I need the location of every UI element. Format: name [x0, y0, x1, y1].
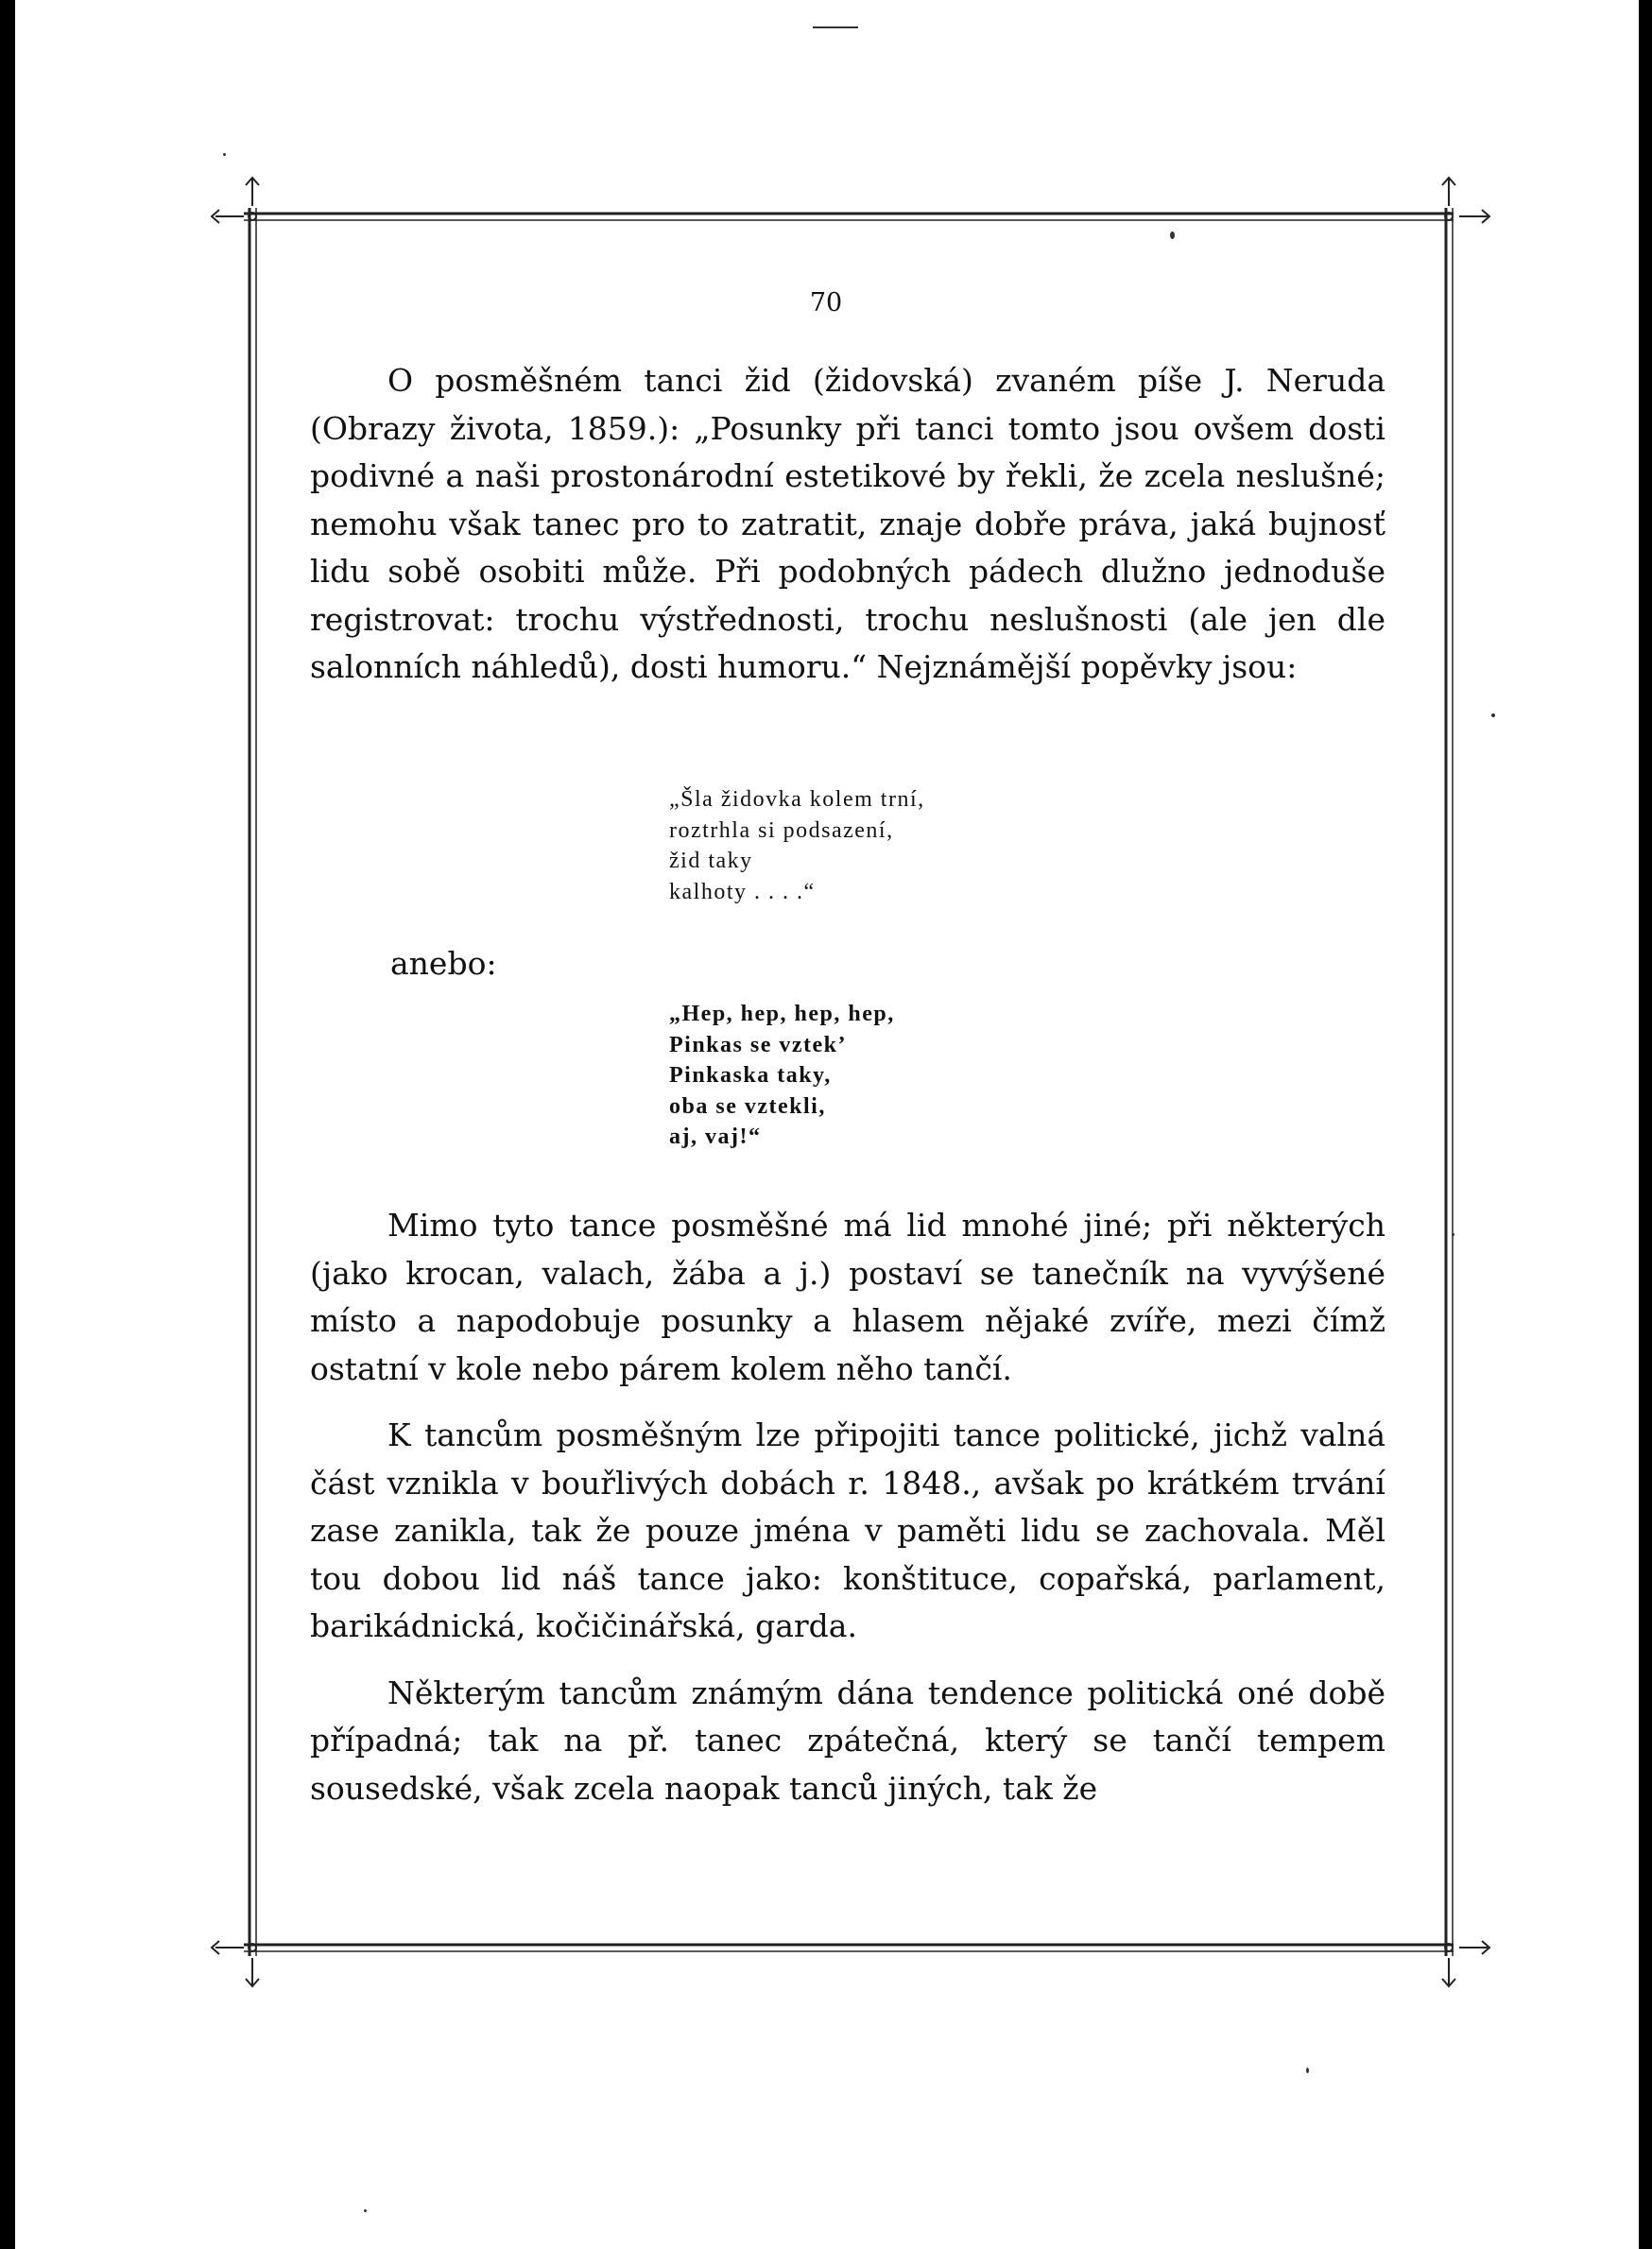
- verse-line: Pinkaska taky,: [669, 1063, 832, 1088]
- body-text-continued: [310, 1202, 1385, 1812]
- corner-ornament-bottom-left: [212, 1941, 259, 1986]
- verse-line: „Šla židovka kolem trní,: [669, 787, 925, 812]
- paragraph-mocking-dances: Mimo tyto tance posměšné má lid mnohé jiné; při některých (jako krocan, valach, žába a j.) postaví se tanečník na vyvýšené místo a napodobuje posunky a hlasem nějaké zvíře, mezi čímž ostatní v kole nebo párem kolem něho tančí.: [310, 1207, 1385, 1387]
- paragraph-zid-dance: O posměšném tanci žid (židovská) zvaném píše J. Neruda (Obrazy života, 1859.): „Posunky při tanci tomto jsou ovšem dosti podivné a naši prostonárodní estetikové by řekli, že zcela neslušné; nemohu však tanec pro to zatratit, znaje dobře práva, jaká bujnosť lidu sobě osobiti může. Při podobných pádech dlužno jednoduše registrovat: trochu výstřednosti, trochu neslušnosti (ale jen dle salonních náhledů), dosti humoru.“ Nejznámější popěvky jsou:: [310, 362, 1385, 685]
- body-text: [310, 357, 1385, 692]
- verse-line: žid taky: [669, 849, 753, 873]
- verse-line: roztrhla si podsazení,: [669, 817, 894, 843]
- anebo-label: anebo:: [390, 945, 497, 982]
- verse-line: Pinkas se vztek’: [669, 1032, 847, 1057]
- paragraph-political-dances: K tancům posměšným lze připojiti tance politické, jichž valná část vznikla v bouřlivých dobách r. 1848., avšak po krátkém trvání zase zanikla, tak že pouze jména v paměti lidu se zachovala. Měl tou dobou lid náš tance jako: konštituce, copařská, parlament, barikádnická, kočičinářská, garda.: [310, 1416, 1385, 1644]
- verse-line: aj, vaj!“: [669, 1124, 762, 1149]
- corner-ornament-top-left: [212, 178, 259, 223]
- paragraph-political-tendency: Některým tancům známým dána tendence politická oné době případná; tak na př. tanec zpátečná, který se tančí tempem sousedské, však zcela naopak tanců jiných, tak že: [310, 1674, 1385, 1807]
- verse-zidovka: [669, 784, 925, 907]
- corner-ornament-top-right: [1442, 178, 1489, 223]
- verse-line: kalhoty . . . .“: [669, 879, 816, 904]
- page-number: 70: [809, 288, 843, 318]
- corner-ornament-bottom-right: [1442, 1941, 1489, 1986]
- verse-line: „Hep, hep, hep, hep,: [669, 1002, 895, 1026]
- verse-hep: [669, 999, 895, 1153]
- verse-line: oba se vztekli,: [669, 1093, 826, 1119]
